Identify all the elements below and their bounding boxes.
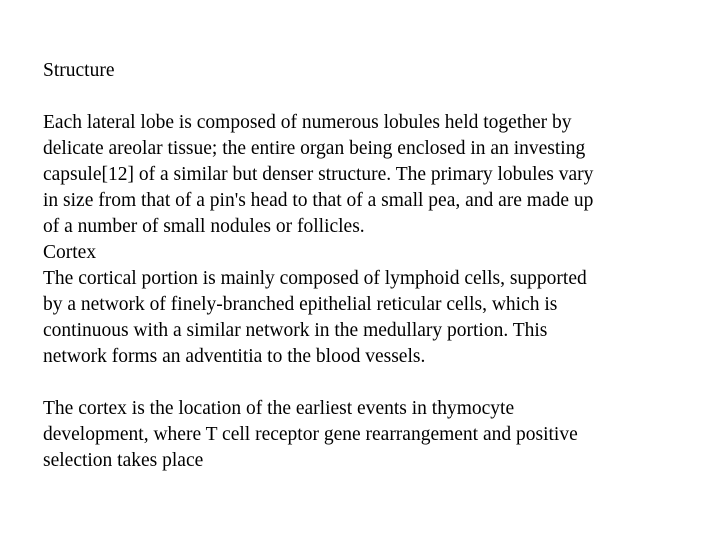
paragraph-structure [43, 110, 683, 240]
text-line: development, where T cell receptor gene rearrangement and positive [43, 424, 578, 445]
text-line: capsule[12] of a similar but denser structure. The primary lobules vary [43, 164, 594, 185]
paragraph-cortex [43, 266, 683, 370]
subheading-cortex: Cortex [43, 242, 97, 263]
text-line: Each lateral lobe is composed of numerous lobules held together by [43, 112, 572, 133]
spacer [43, 84, 683, 110]
text-line: by a network of finely-branched epithelial reticular cells, which is [43, 294, 558, 315]
text-line: The cortex is the location of the earliest events in thymocyte [43, 398, 515, 419]
text-line: continuous with a similar network in the medullary portion. This [43, 320, 548, 341]
text-line: The cortical portion is mainly composed of lymphoid cells, supported [43, 268, 587, 289]
paragraph-development [43, 396, 683, 474]
section-heading: Structure [43, 60, 115, 81]
body-text [43, 58, 683, 474]
spacer [43, 370, 683, 396]
text-line: in size from that of a pin's head to that of a small pea, and are made up [43, 190, 594, 211]
text-line: network forms an adventitia to the blood vessels. [43, 346, 426, 367]
text-line: selection takes place [43, 450, 204, 471]
text-line: delicate areolar tissue; the entire organ being enclosed in an investing [43, 138, 586, 159]
text-line: of a number of small nodules or follicles. [43, 216, 365, 237]
